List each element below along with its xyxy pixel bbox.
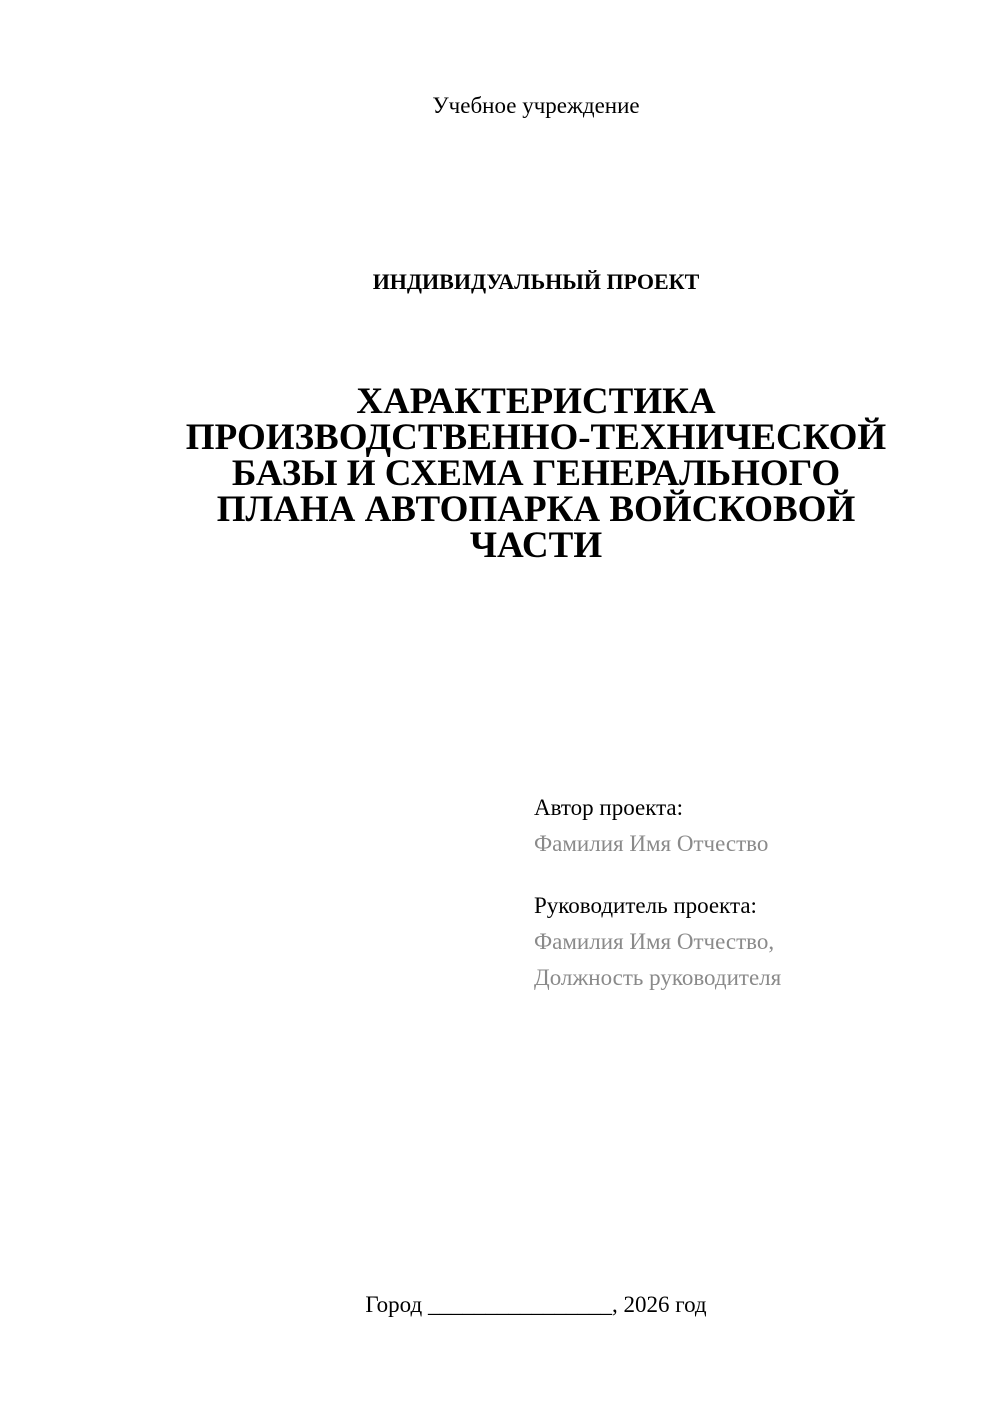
supervisor-name: Фамилия Имя Отчество,	[534, 929, 775, 954]
author-label: Автор проекта:	[534, 795, 683, 820]
title-line: ПРОИЗВОДСТВЕННО-ТЕХНИЧЕСКОЙ	[185, 417, 887, 458]
supervisor-position: Должность руководителя	[534, 965, 782, 990]
title-line: ПЛАНА АВТОПАРКА ВОЙСКОВОЙ	[216, 489, 856, 530]
city-year-line: Город ________________, 2026 год	[365, 1292, 707, 1317]
spacer	[534, 862, 974, 888]
title-line: ХАРАКТЕРИСТИКА	[356, 381, 716, 422]
title-line: БАЗЫ И СХЕМА ГЕНЕРАЛЬНОГО	[231, 453, 841, 494]
supervisor-label: Руководитель проекта:	[534, 893, 757, 918]
credits-block	[534, 790, 974, 996]
author-name: Фамилия Имя Отчество	[534, 831, 769, 856]
project-title	[120, 381, 952, 566]
title-line: ЧАСТИ	[469, 525, 603, 566]
institution-name: Учебное учреждение	[432, 93, 640, 118]
document-type: ИНДИВИДУАЛЬНЫЙ ПРОЕКТ	[372, 269, 700, 294]
